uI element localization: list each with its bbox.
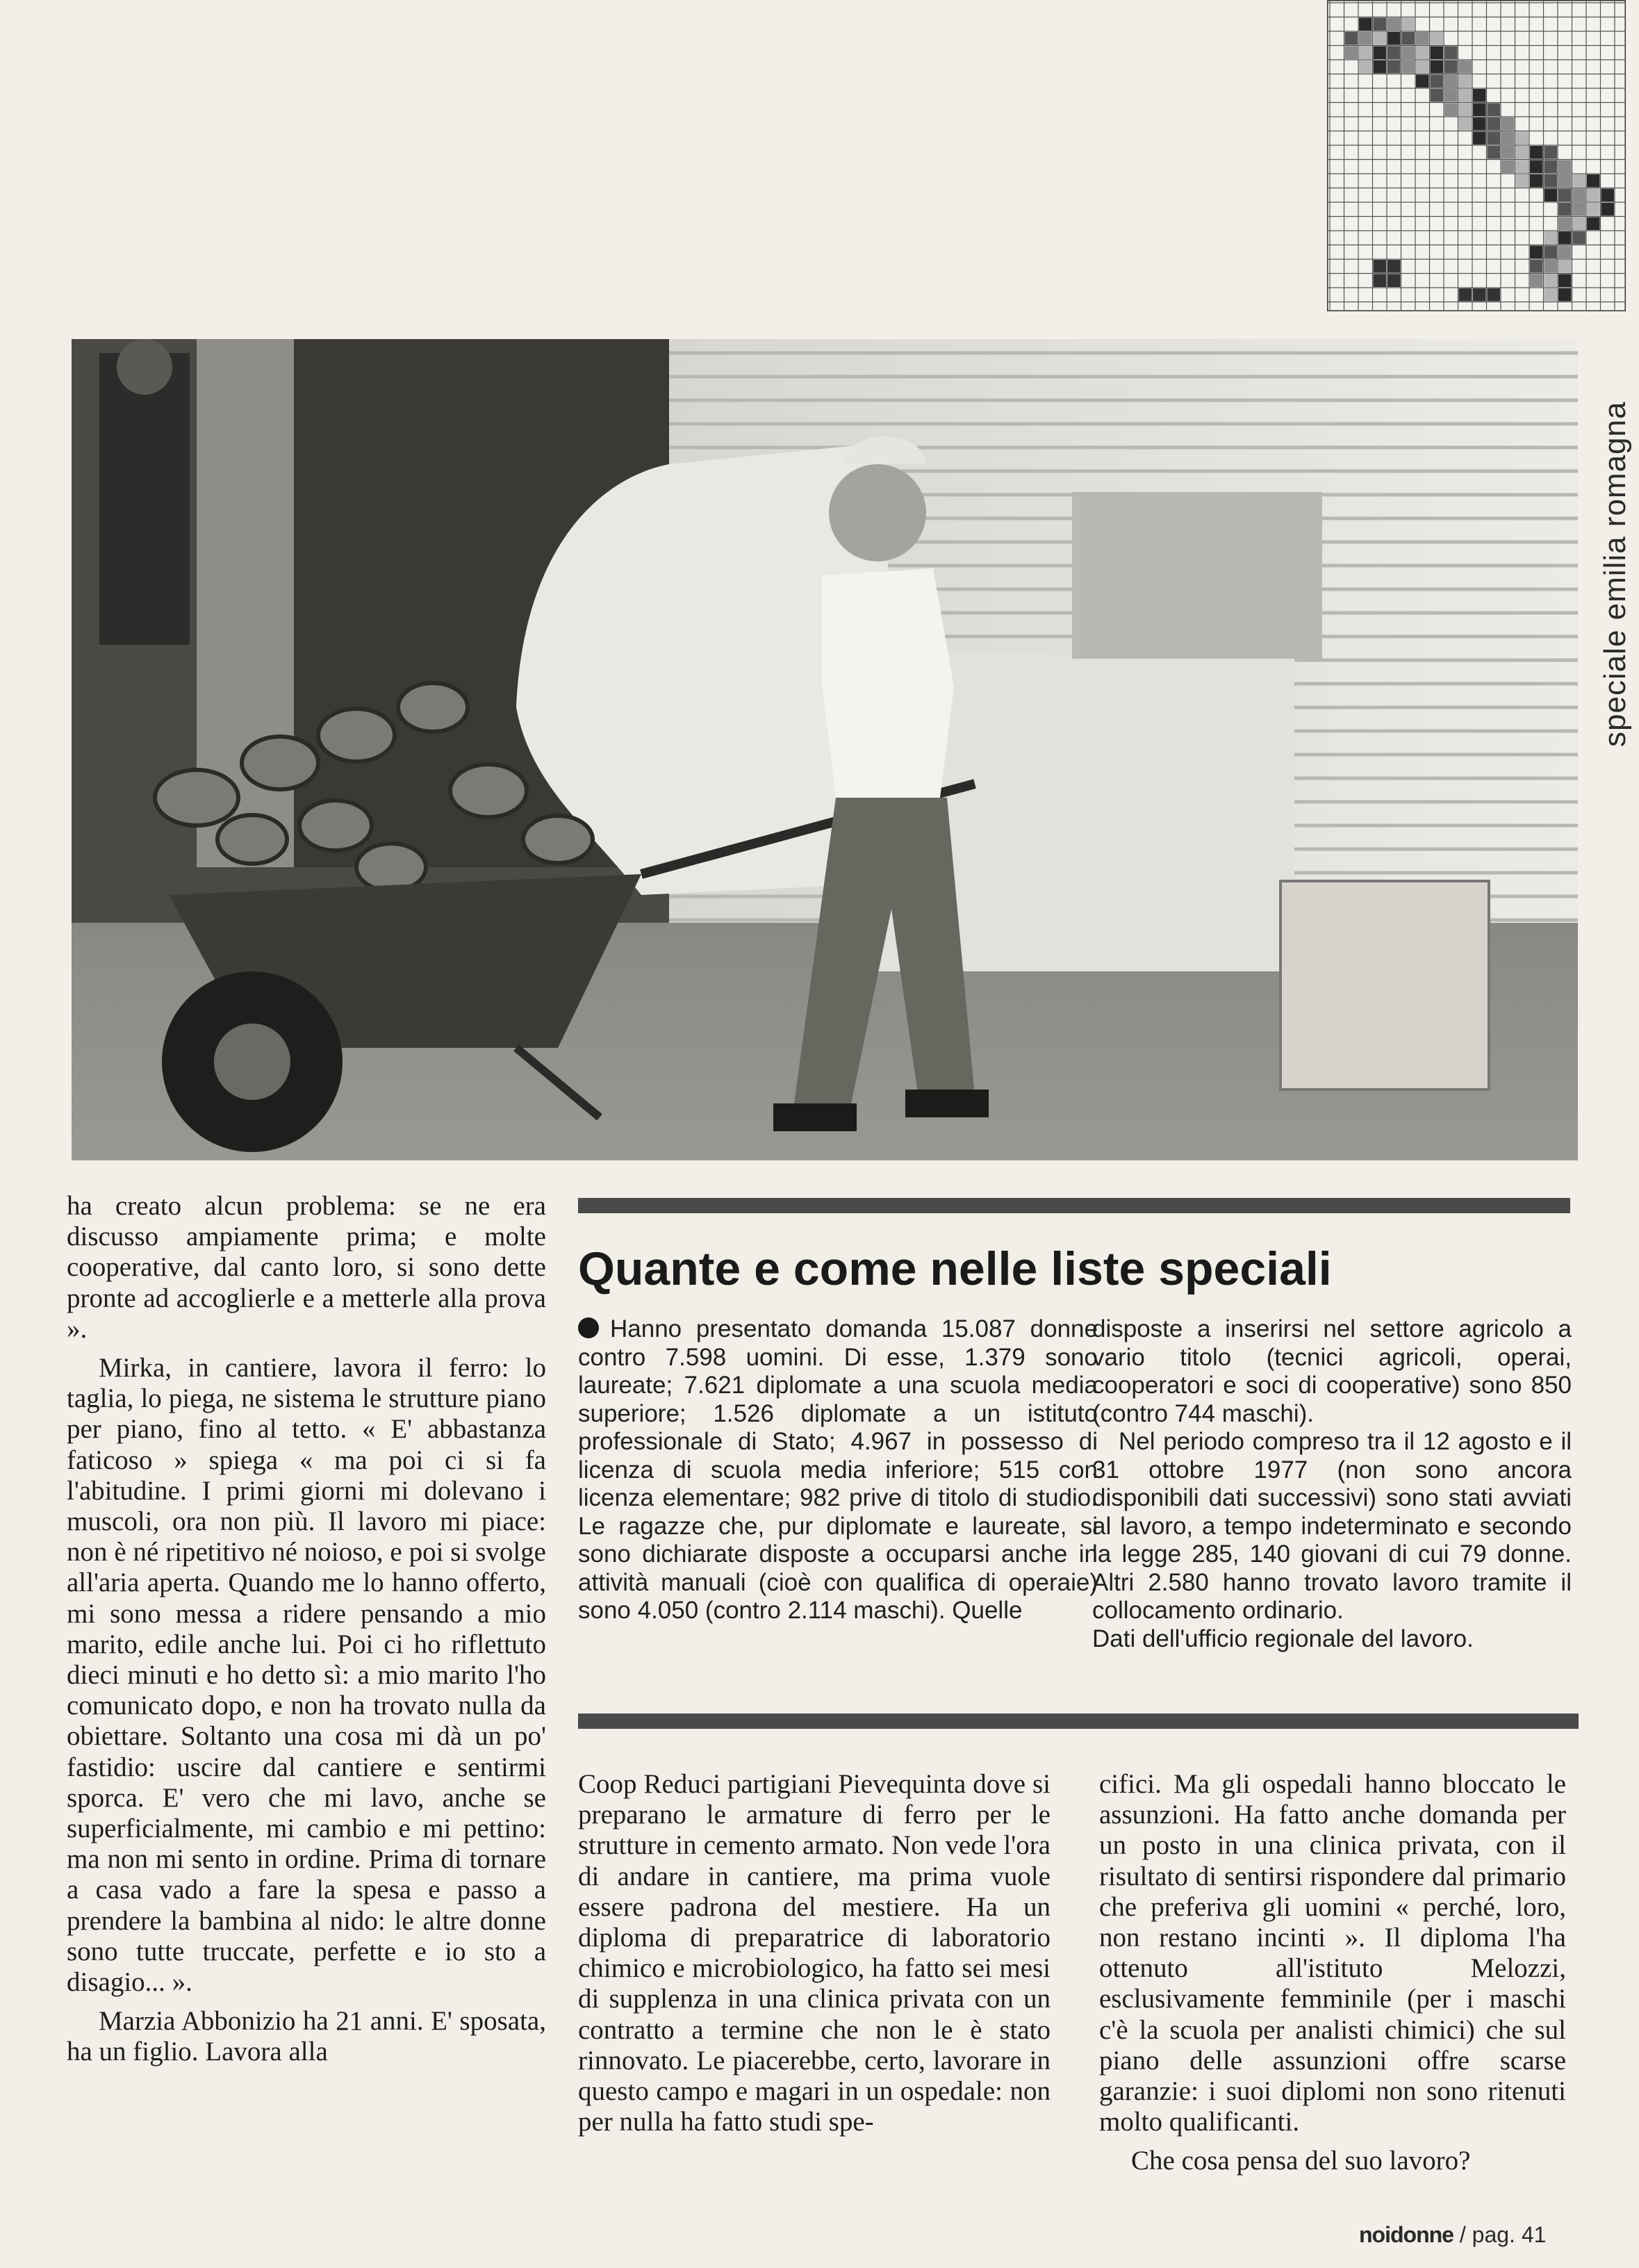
bullet-icon	[578, 1317, 599, 1338]
box-paragraph: disposte a inserirsi nel settore agricolo a vario titolo (tecnici agricoli, operai, cooperatori e soci di cooperative) sono 850 (contro 744 maschi).	[1092, 1315, 1572, 1427]
box-left-column	[578, 1315, 1098, 1625]
box-rule-bottom	[578, 1714, 1579, 1729]
left-text-column	[67, 1191, 546, 2068]
paragraph: cifici. Ma gli ospedali hanno bloccato le assunzioni. Ha fatto anche domanda per un posto in una clinica privata, con il risultato di sentirsi rispondere dal primario che preferiva gli uomini « perché, loro, non restano incinti ». Il diploma l'ha ottenuto all'istituto Melozzi, esclusivamente femminile (per i maschi c'è la scuola per analisti chimici) che sul piano delle assunzioni offre scarse garanzie: i suoi diplomi non sono ritenuti molto qualificanti.	[1099, 1769, 1566, 2137]
paragraph: Mirka, in cantiere, lavora il ferro: lo taglia, lo piega, ne sistema le strutture piano per piano, fino al tetto. « E' abbastanza faticoso » spiega « ma poi ci si fa l'abitudine. I primi giorni mi dolevano i muscoli, ora non più. Il lavoro mi piace: non è né ripetitivo né noioso, e poi si svolge all'aria aperta. Quando me lo hanno offerto, mi sono messa a ridere pensando a mio marito, edile anche lui. Poi ci ho riflettuto dieci minuti e ho detto sì: a mio marito l'ho comunicato dopo, e non ha trovato nulla da obiettare. Soltanto una cosa mi dà un po' fastidio: uscire dal cantiere e sentirmi sporca. E' vero che mi lavo, anche se superficialmente, mi cambio e mi pettino: ma non mi sento in ordine. Prima di tornare a casa vado a fare la spesa e passo a prendere la bambina al nido: le altre donne sono tutte truccate, perfette e io sto a disagio... ».	[67, 1353, 546, 1998]
box-title: Quante e come nelle liste speciali	[578, 1242, 1332, 1295]
box-right-column	[1092, 1315, 1572, 1653]
photo-worker-wheelbarrow	[72, 339, 1578, 1160]
paragraph: Coop Reduci partigiani Pievequinta dove si preparano le armature di ferro per le strutture in cemento armato. Non vede l'ora di andare in cantiere, ma prima vuole essere padrona del mestiere. Ha un diploma di preparatrice di laboratorio chimico e microbiologico, ha fatto sei mesi di supplenza in una clinica privata con un contratto a termine che non le è stato rinnovato. Le piacerebbe, certo, lavorare in questo campo e magari in un ospedale: non per nulla ha fatto studi spe-	[578, 1769, 1051, 2137]
paragraph: Marzia Abbonizio ha 21 anni. E' sposata, ha un figlio. Lavora alla	[67, 2006, 546, 2067]
page-number: pag. 41	[1472, 2222, 1547, 2247]
paragraph: ha creato alcun problema: se ne era discusso ampiamente prima; e molte cooperative, dal canto loro, si sono dette pronte ad accoglierle e a metterle alla prova ».	[67, 1191, 546, 1344]
right-text-column	[1099, 1769, 1566, 2177]
box-paragraph: Nel periodo compreso tra il 12 agosto e il 31 ottobre 1977 (non sono ancora disponibili dati successivi) sono stati avviati al lavoro, a tempo indeterminato e secondo la legge 285, 140 giovani di cui 79 donne. Altri 2.580 hanno trovato lavoro tramite il collocamento ordinario.	[1092, 1428, 1572, 1624]
box-paragraph	[578, 1315, 1098, 1625]
middle-text-column	[578, 1769, 1051, 2137]
box-rule-top	[578, 1198, 1570, 1213]
italy-grid-icon	[1327, 0, 1626, 311]
italy-map-graphic	[1327, 0, 1626, 311]
page-footer	[1359, 2222, 1546, 2248]
box-source: Dati dell'ufficio regionale del lavoro.	[1092, 1625, 1474, 1652]
footer-separator: /	[1459, 2222, 1466, 2247]
magazine-name: noidonne	[1359, 2222, 1453, 2247]
paragraph: Che cosa pensa del suo lavoro?	[1131, 2146, 1471, 2176]
section-label-text: speciale emilia romagna	[1598, 401, 1632, 747]
box-left-text: Hanno presentato domanda 15.087 donne contro 7.598 uomini. Di esse, 1.379 sono laureate; 7.621 diplomate a una scuola media superiore; 1.526 diplomate a un istituto professionale di Stato; 4.967 in possesso di licenza di scuola media inferiore; 515 con licenza elementare; 982 prive di titolo di studio. Le ragazze che, pur diplomate e laureate, si sono dichiarate disposte a occuparsi anche in attività manuali (cioè con qualifica di operaie) sono 4.050 (contro 2.114 maschi). Quelle	[578, 1315, 1098, 1624]
